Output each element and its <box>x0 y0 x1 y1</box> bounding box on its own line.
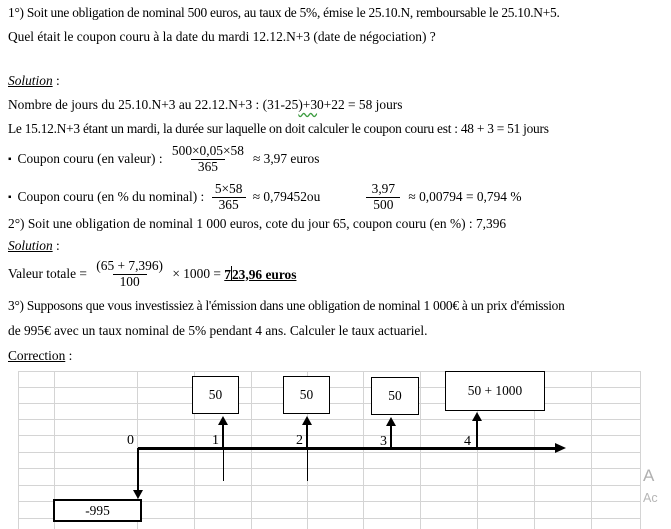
valeur-totale-fraction <box>94 259 165 289</box>
question1-line2: Quel était le coupon couru à la date du mardi 12.12.N+3 (date de négociation) ? <box>8 29 436 44</box>
up-arrowhead-icon <box>472 412 482 421</box>
spreadsheet-grid <box>0 371 671 529</box>
fraction-numerator: 3,97 <box>371 180 396 196</box>
days-count-squiggle: )+3 <box>298 97 318 112</box>
initial-outflow-box <box>53 499 142 522</box>
axis-arrowhead-icon <box>555 443 566 453</box>
fraction-denominator: 365 <box>191 159 225 175</box>
solution2-label: Solution <box>8 238 53 253</box>
coupon-percent-result2: ≈ 0,00794 = 0,794 % <box>408 189 522 204</box>
days-count-line <box>8 97 402 113</box>
solution2-colon: : <box>52 238 60 253</box>
solution2-heading <box>8 238 60 254</box>
time-label-1: 1 <box>212 433 219 448</box>
grid-line-vertical <box>251 371 252 529</box>
fraction-denominator: 365 <box>212 197 246 213</box>
coupon-value-label: Coupon couru (en valeur) : <box>17 151 166 166</box>
down-arrowhead-icon <box>133 490 143 499</box>
axis-tick-1 <box>223 450 224 481</box>
time-label-4: 4 <box>464 434 471 449</box>
bullet-icon: ▪ <box>8 191 12 203</box>
fraction-denominator: 100 <box>113 274 147 290</box>
correction-heading <box>8 348 72 364</box>
fraction-denominator: 500 <box>366 197 400 213</box>
result-part1: 7 <box>224 266 231 282</box>
up-arrow-line-1 <box>222 424 223 448</box>
up-arrow-line-2 <box>306 424 307 448</box>
bullet-icon: ▪ <box>8 153 12 165</box>
valeur-totale-mid: × 1000 = <box>168 266 225 281</box>
initial-outflow-value: -995 <box>85 502 110 518</box>
solution1-colon: : <box>52 73 60 88</box>
up-arrow-line-4 <box>476 420 477 448</box>
correction-colon: : <box>65 348 73 363</box>
cashflow-value: 50 <box>208 387 223 402</box>
coupon-percent-line <box>8 179 522 215</box>
axis-tick-2 <box>307 450 308 481</box>
mardi-line: Le 15.12.N+3 étant un mardi, la durée sur laquelle on doit calculer le coupon couru est : 48 + 3 = 51 jours <box>8 121 549 136</box>
up-arrowhead-icon <box>218 416 228 425</box>
solution1-label: Solution <box>8 73 53 88</box>
cashflow-box-4 <box>445 371 545 411</box>
coupon-percent-fraction2 <box>366 182 400 212</box>
cashflow-value: 50 + 1000 <box>467 383 523 398</box>
coupon-value-fraction <box>170 144 246 174</box>
up-arrow-line-3 <box>390 425 391 448</box>
coupon-percent-label: Coupon couru (en % du nominal) : <box>17 189 208 204</box>
question3-line2: de 995€ avec un taux nominal de 5% pendant 4 ans. Calculer le taux actuariel. <box>8 323 428 338</box>
watermark <box>643 467 658 505</box>
grid-line-horizontal <box>18 452 640 453</box>
valeur-totale-line <box>8 255 296 293</box>
cashflow-box-2 <box>283 376 330 414</box>
coupon-percent-result1: ≈ 0,79452ou <box>252 189 321 204</box>
question2-line: 2°) Soit une obligation de nominal 1 000 euros, cote du jour 65, coupon couru (en %) : 7,396 <box>8 216 507 231</box>
grid-line-horizontal <box>18 485 640 486</box>
fraction-numerator: 5×58 <box>214 180 243 196</box>
up-arrowhead-icon <box>386 417 396 426</box>
grid-line-horizontal <box>18 419 640 420</box>
valeur-totale-result <box>224 266 296 283</box>
solution1-heading <box>8 73 60 89</box>
timeline-axis <box>138 447 557 450</box>
watermark-line2: Ac <box>643 490 658 505</box>
fraction-numerator: 500×0,05×58 <box>171 142 244 158</box>
cashflow-box-1 <box>192 376 239 414</box>
result-part2: 23,96 euros <box>231 266 297 282</box>
watermark-line1: A <box>643 466 655 485</box>
correction-label: Correction <box>8 348 66 363</box>
valeur-totale-label: Valeur totale = <box>8 266 91 281</box>
coupon-value-line <box>8 141 319 177</box>
grid-line-vertical <box>420 371 421 529</box>
grid-line-vertical <box>363 371 364 529</box>
cashflow-value: 50 <box>388 388 402 403</box>
time-label-2: 2 <box>296 433 303 448</box>
days-count-pre: Nombre de jours du 25.10.N+3 au 22.12.N+3 : (31-25 <box>8 97 299 112</box>
days-count-post: 0+22 = 58 jours <box>317 97 403 112</box>
grid-line-vertical <box>591 371 592 529</box>
question3-line1: 3°) Supposons que vous investissiez à l'émission dans une obligation de nominal 1 000€ à un prix d'émission <box>8 298 565 313</box>
grid-line-vertical <box>18 371 19 529</box>
time-label-3: 3 <box>380 434 387 449</box>
fraction-numerator: (65 + 7,396) <box>96 257 163 273</box>
grid-line-horizontal <box>18 468 640 469</box>
cashflow-box-3 <box>371 377 419 415</box>
coupon-value-result: ≈ 3,97 euros <box>252 151 320 166</box>
coupon-percent-fraction1 <box>212 182 246 212</box>
grid-line-horizontal <box>18 371 640 372</box>
time-label-0: 0 <box>127 433 134 448</box>
down-arrow-line <box>137 448 139 491</box>
question1-line1: 1°) Soit une obligation de nominal 500 euros, au taux de 5%, émise le 25.10.N, remboursable le 25.10.N+5. <box>8 5 560 20</box>
grid-line-vertical <box>640 371 641 529</box>
cashflow-value: 50 <box>299 387 314 402</box>
up-arrowhead-icon <box>302 416 312 425</box>
